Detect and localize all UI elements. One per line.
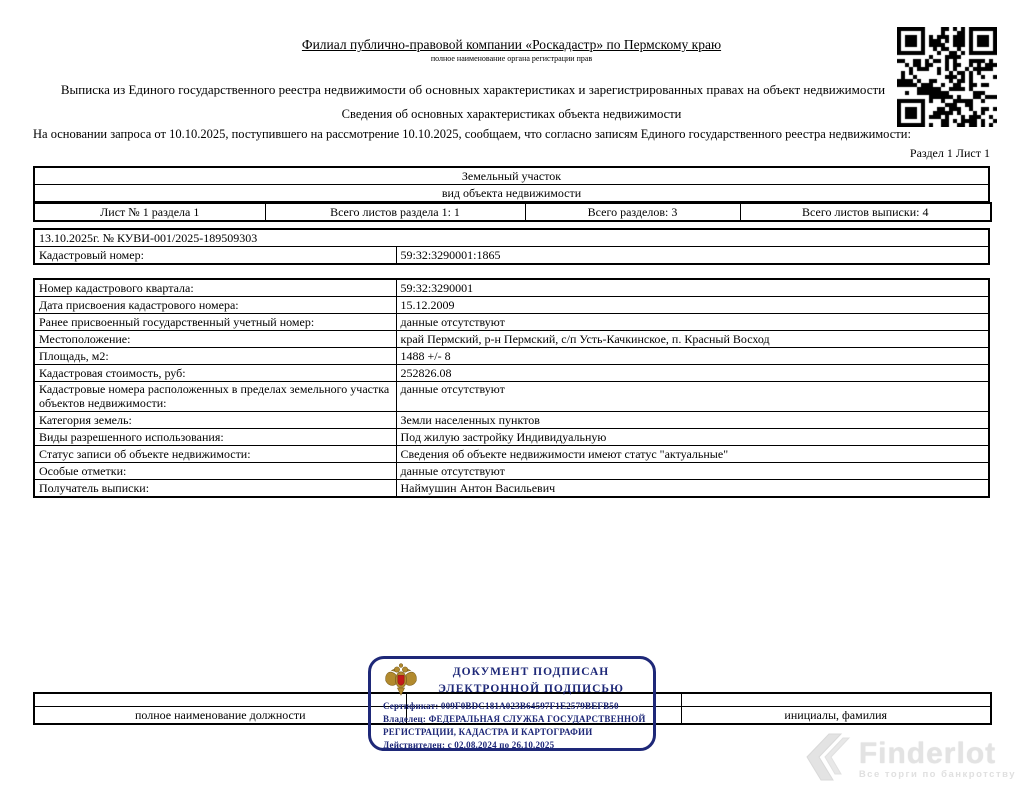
attr-label: Категория земель: (34, 411, 396, 428)
section-title: Сведения об основных характеристиках объекта недвижимости (341, 107, 682, 121)
stamp-owner-line1: Владелец: ФЕДЕРАЛЬНАЯ СЛУЖБА ГОСУДАРСТВЕННОЙ (383, 714, 646, 724)
table-row (34, 479, 989, 497)
coat-of-arms-eagle-icon (383, 661, 419, 702)
attr-label: Статус записи об объекте недвижимости: (34, 445, 396, 462)
digital-signature-stamp (368, 656, 656, 751)
attr-label: Ранее присвоенный государственный учетный номер: (34, 314, 396, 331)
attr-value: 15.12.2009 (396, 297, 989, 314)
table-row (34, 279, 989, 297)
sheet-number-cell: Лист № 1 раздела 1 (34, 203, 265, 221)
watermark (799, 732, 1016, 787)
table-row (34, 247, 989, 265)
org-subtitle: полное наименование органа регистрации прав (430, 54, 593, 63)
table-row (34, 297, 989, 314)
total-sections-cell: Всего разделов: 3 (525, 203, 740, 221)
attr-label: Дата присвоения кадастрового номера: (34, 297, 396, 314)
attr-label: Кадастровая стоимость, руб: (34, 365, 396, 382)
request-line: На основании запроса от 10.10.2025, поступившего на рассмотрение 10.10.2025, сообщаем, что согласно записям Единого государственного реестра недвижимости: (33, 127, 911, 141)
attr-value: Под жилую застройку Индивидуальную (396, 428, 989, 445)
attr-value: Сведения об объекте недвижимости имеют статус "актуальные" (396, 445, 989, 462)
attr-value: Наймушин Антон Васильевич (396, 479, 989, 497)
attr-value: Земли населенных пунктов (396, 411, 989, 428)
finderlot-logo-icon (799, 732, 851, 787)
table-row (34, 348, 989, 365)
sheets-table (33, 202, 992, 222)
table-row (34, 314, 989, 331)
attr-label: Площадь, м2: (34, 348, 396, 365)
attr-label: Местоположение: (34, 331, 396, 348)
attributes-table (33, 278, 990, 498)
stamp-validity: Действителен: с 02.08.2024 по 26.10.2025 (383, 740, 555, 750)
table-row (34, 462, 989, 479)
watermark-brand: Finderlot (858, 736, 997, 770)
document-title: Выписка из Единого государственного реестра недвижимости об основных характеристиках и зарегистрированных правах на объект недвижимости (60, 82, 886, 97)
watermark-tagline: Все торги по банкротству (858, 768, 1016, 780)
object-type-value: Земельный участок (34, 167, 989, 185)
total-sheets-extract-cell: Всего листов выписки: 4 (740, 203, 991, 221)
attr-value: край Пермский, р-н Пермский, с/п Усть-Качкинское, п. Красный Восход (396, 331, 989, 348)
object-type-table (33, 166, 990, 203)
attr-value: 252826.08 (396, 365, 989, 382)
table-row (34, 411, 989, 428)
table-row (34, 428, 989, 445)
org-title-text: Филиал публично-правовой компании «Роскадастр» по Пермскому краю (301, 37, 722, 52)
table-row (34, 445, 989, 462)
table-row (34, 331, 989, 348)
attr-value: данные отсутствуют (396, 462, 989, 479)
cadastral-number-label: Кадастровый номер: (34, 247, 396, 265)
stamp-owner-line2: РЕГИСТРАЦИИ, КАДАСТРА И КАРТОГРАФИИ (383, 727, 593, 737)
initials-surname-label: инициалы, фамилия (681, 707, 991, 725)
org-title (33, 37, 990, 53)
attr-label: Кадастровые номера расположенных в пределах земельного участка объектов недвижимости: (34, 382, 396, 412)
table-row (34, 185, 989, 203)
attr-value: 59:32:3290001 (396, 279, 989, 297)
attr-value: 1488 +/- 8 (396, 348, 989, 365)
request-date-number: 13.10.2025г. № КУВИ-001/2025-189509303 (34, 229, 989, 247)
cadastral-number-value: 59:32:3290001:1865 (396, 247, 989, 265)
position-name-label: полное наименование должности (34, 707, 406, 725)
attr-value: данные отсутствуют (396, 314, 989, 331)
stamp-certificate: Сертификат: 009F0BDC181A023B64597F1E2579BEFB50 (383, 701, 619, 711)
object-type-caption: вид объекта недвижимости (34, 185, 989, 203)
attr-label: Особые отметки: (34, 462, 396, 479)
table-row (34, 167, 989, 185)
stamp-title-line2: ЭЛЕКТРОННОЙ ПОДПИСЬЮ (438, 683, 624, 695)
section-sheet-label: Раздел 1 Лист 1 (909, 146, 990, 160)
attr-value: данные отсутствуют (396, 382, 989, 412)
stamp-title-line1: ДОКУМЕНТ ПОДПИСАН (452, 666, 610, 678)
table-row (34, 229, 989, 247)
attr-label: Виды разрешенного использования: (34, 428, 396, 445)
total-sheets-section-cell: Всего листов раздела 1: 1 (265, 203, 525, 221)
attr-label: Номер кадастрового квартала: (34, 279, 396, 297)
table-row (34, 365, 989, 382)
table-row (34, 382, 989, 412)
table-row (34, 203, 991, 221)
request-number-table (33, 228, 990, 265)
attr-label: Получатель выписки: (34, 479, 396, 497)
